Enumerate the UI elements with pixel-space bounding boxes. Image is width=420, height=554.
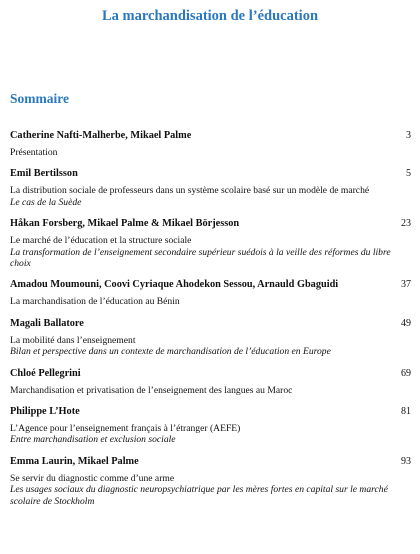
toc-page-number: 5	[406, 168, 411, 180]
toc-title: L’Agence pour l’enseignement français à l’étranger (AEFE)	[10, 423, 241, 435]
toc-subtitle: Bilan et perspective dans un contexte de marchandisation de l’éducation en Europe	[10, 346, 331, 358]
toc-entry	[10, 218, 411, 269]
toc-authors: Håkan Forsberg, Mikael Palme & Mikael Börjesson	[10, 218, 240, 230]
document-title: La marchandisation de l’éducation	[101, 8, 319, 24]
toc-title: Se servir du diagnostic comme d’une arme	[10, 472, 175, 484]
table-of-contents	[10, 130, 411, 517]
toc-page-number: 81	[401, 406, 411, 418]
toc-authors: Philippe L’Hote	[10, 406, 80, 418]
toc-page-number: 23	[401, 218, 411, 230]
toc-authors: Catherine Nafti-Malherbe, Mikael Palme	[10, 130, 192, 141]
section-heading: Sommaire	[10, 91, 69, 106]
toc-entry	[10, 456, 411, 507]
toc-subtitle: Entre marchandisation et exclusion sociale	[10, 434, 176, 446]
toc-title: Marchandisation et privatisation de l’enseignement des langues au Maroc	[10, 384, 293, 396]
toc-subtitle: Le cas de la Suède	[10, 196, 82, 208]
toc-page-number: 69	[401, 367, 411, 379]
toc-title: Le marché de l’éducation et la structure sociale	[10, 235, 192, 247]
toc-subtitle: La transformation de l’enseignement secondaire supérieur suédois à la veille des réformes du libre choix	[10, 246, 391, 270]
toc-page-number: 93	[401, 455, 411, 467]
toc-title: La mobilité dans l’enseignement	[10, 334, 136, 346]
toc-title: La distribution sociale de professeurs dans un système scolaire basé sur un modèle de marché	[10, 185, 370, 197]
toc-authors: Magali Ballatore	[10, 317, 84, 329]
toc-authors: Emma Laurin, Mikael Palme	[10, 455, 139, 467]
toc-title: La marchandisation de l’éducation au Bénin	[10, 296, 180, 308]
toc-entry	[10, 368, 411, 396]
toc-entry	[10, 406, 411, 446]
toc-authors: Emil Bertilsson	[10, 168, 78, 180]
toc-authors: Amadou Moumouni, Coovi Cyriaque Ahodekon Sessou, Arnauld Gbaguidi	[10, 279, 339, 291]
toc-page-number: 3	[406, 130, 411, 141]
toc-authors: Chloé Pellegrini	[10, 367, 81, 379]
toc-page-number: 37	[401, 279, 411, 291]
toc-entry	[10, 318, 411, 358]
toc-title: Présentation	[10, 147, 58, 158]
toc-entry	[10, 168, 411, 208]
toc-entry	[10, 130, 411, 158]
toc-page-number: 49	[401, 317, 411, 329]
toc-entry	[10, 279, 411, 307]
toc-subtitle: Les usages sociaux du diagnostic neuropsychiatrique par les mères fortes en capital sur le marché scolaire de Stockholm	[10, 484, 388, 507]
